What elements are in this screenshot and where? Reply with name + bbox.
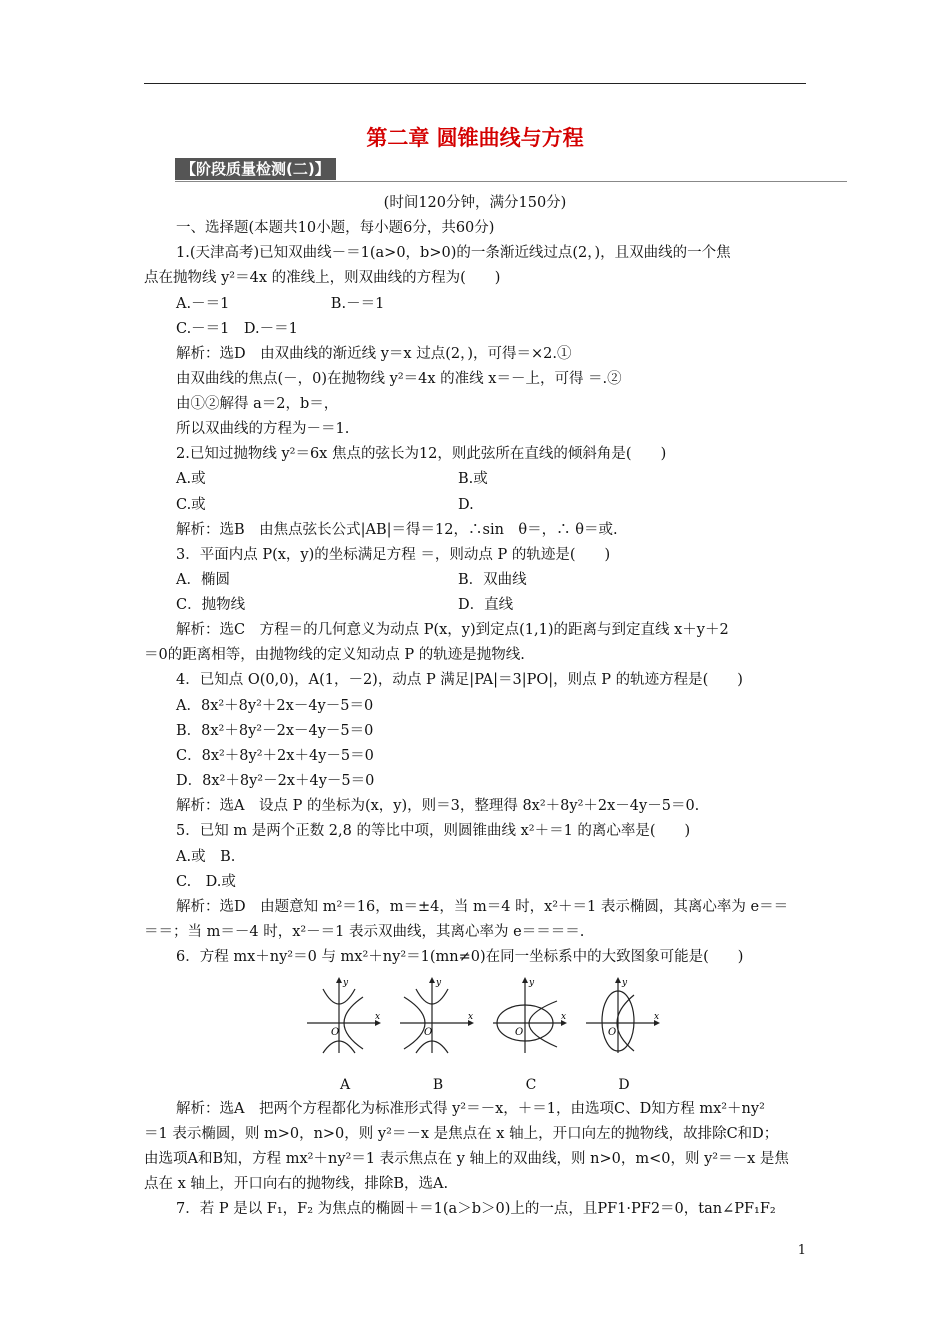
option-C: C.或: [176, 497, 206, 513]
text-line: 7．若 P 是以 F₁，F₂ 为焦点的椭圆＋＝1(a＞b＞0)上的一点，且PF1·PF2＝0，tan∠PF₁F₂: [176, 1201, 776, 1217]
figure-D: [584, 975, 664, 1055]
time-note: (时间120分钟，满分150分): [383, 195, 567, 211]
text-line: ＝1 表示椭圆，则 m>0，n>0，则 y²＝－x 是焦点在 x 轴上，开口向左的抛物线，故排除C和D；: [144, 1126, 779, 1142]
option-D: D.: [458, 497, 474, 513]
origin-label: O: [608, 1027, 617, 1038]
origin-label: O: [424, 1027, 433, 1038]
x-axis-label: x: [468, 1012, 474, 1022]
section-underline: [175, 181, 847, 182]
figure-label-A: A: [339, 1077, 351, 1093]
text-line: B．8x²＋8y²－2x－4y－5＝0: [176, 723, 374, 739]
chapter-title: 第二章 圆锥曲线与方程: [366, 126, 584, 150]
y-axis-label: y: [436, 978, 442, 988]
text-line: ＝＝；当 m＝－4 时，x²－＝1 表示双曲线，其离心率为 e＝＝＝＝.: [144, 924, 585, 940]
text-line: 2.已知过抛物线 y²＝6x 焦点的弦长为12，则此弦所在直线的倾斜角是( ): [176, 446, 667, 462]
x-axis-label: x: [654, 1012, 660, 1022]
figure-A: [305, 975, 385, 1055]
option-B: B.或: [458, 471, 488, 487]
text-line: 6．方程 mx＋ny²＝0 与 mx²＋ny²＝1(mn≠0)在同一坐标系中的大致图象可能是( ): [176, 949, 744, 965]
y-axis-label: y: [529, 978, 535, 988]
section-bar: [175, 158, 847, 182]
text-line: 5．已知 m 是两个正数 2,8 的等比中项，则圆锥曲线 x²＋＝1 的离心率是( ): [176, 823, 691, 839]
figure-label-C: C: [525, 1077, 537, 1093]
text-line: 解析：选A 设点 P 的坐标为(x，y)，则＝3，整理得 8x²＋8y²＋2x－4y－5＝0.: [176, 798, 700, 814]
text-line: D．8x²＋8y²－2x＋4y－5＝0: [176, 773, 375, 789]
text-line: 由①②解得 a＝2，b＝，: [176, 396, 339, 412]
figure-row: [300, 975, 680, 1100]
text-line: 解析：选C 方程＝的几何意义为动点 P(x，y)到定点(1,1)的距离与到定直线 x＋y＋2: [176, 622, 729, 638]
text-line: 点在 x 轴上，开口向右的抛物线，排除B，选A.: [144, 1176, 449, 1192]
text-line: C．8x²＋8y²＋2x＋4y－5＝0: [176, 748, 374, 764]
text-line: 由选项A和B知，方程 mx²＋ny²＝1 表示焦点在 y 轴上的双曲线，则 n>0，m<0，则 y²＝－x 是焦: [144, 1151, 789, 1167]
text-line: 解析：选B 由焦点弦长公式|AB|＝得＝12，∴sin θ＝，∴ θ＝或.: [176, 522, 618, 538]
y-axis-label: y: [343, 978, 349, 988]
y-axis-label: y: [622, 978, 628, 988]
figure-B: [398, 975, 478, 1055]
text-line: 解析：选A 把两个方程都化为标准形式得 y²＝－x，＋＝1，由选项C、D知方程 mx²＋ny²: [176, 1101, 765, 1117]
text-line: 所以双曲线的方程为－＝1.: [176, 421, 350, 437]
option-B: B．双曲线: [458, 572, 527, 588]
text-line: A.－＝1 B.－＝1: [176, 296, 385, 312]
origin-label: O: [515, 1027, 524, 1038]
text-line: 4．已知点 O(0,0)，A(1，－2)，动点 P 满足|PA|＝3|PO|，则点 P 的轨迹方程是( ): [176, 672, 743, 688]
option-D: D．直线: [458, 597, 514, 613]
text-line: 解析：选D 由题意知 m²＝16，m＝±4，当 m＝4 时，x²＋＝1 表示椭圆，其离心率为 e＝＝: [176, 899, 789, 915]
x-axis-label: x: [561, 1012, 567, 1022]
option-A: A.或: [176, 471, 206, 487]
section-label: 【阶段质量检测(二)】: [175, 158, 336, 180]
x-axis-label: x: [375, 1012, 381, 1022]
text-line: C.－＝1 D.－＝1: [176, 321, 298, 337]
origin-label: O: [331, 1027, 340, 1038]
text-line: 由双曲线的焦点(－，0)在抛物线 y²＝4x 的准线 x＝－上，可得 ＝.②: [176, 371, 622, 387]
text-line: 3．平面内点 P(x，y)的坐标满足方程 ＝，则动点 P 的轨迹是( ): [176, 547, 611, 563]
figure-label-D: D: [618, 1077, 630, 1093]
option-C: C．抛物线: [176, 597, 246, 613]
figure-C: [491, 975, 571, 1055]
text-line: ＝0的距离相等，由抛物线的定义知动点 P 的轨迹是抛物线.: [144, 647, 525, 663]
text-line: A．8x²＋8y²＋2x－4y－5＝0: [176, 698, 374, 714]
text-line: 一、选择题(本题共10小题，每小题6分，共60分): [176, 220, 495, 236]
figure-label-B: B: [432, 1077, 444, 1093]
text-line: 1.(天津高考)已知双曲线－＝1(a>0，b>0)的一条渐近线过点(2，)，且双曲线的一个焦: [176, 245, 731, 261]
header-rule: [144, 83, 806, 84]
text-line: 解析：选D 由双曲线的渐近线 y＝x 过点(2，)，可得＝×2.①: [176, 346, 572, 362]
text-line: 点在抛物线 y²＝4x 的准线上，则双曲线的方程为( ): [144, 270, 501, 286]
page-number: 1: [797, 1243, 806, 1258]
option-A: A．椭圆: [176, 572, 230, 588]
text-line: C. D.或: [176, 874, 236, 890]
text-line: A.或 B.: [176, 849, 236, 865]
